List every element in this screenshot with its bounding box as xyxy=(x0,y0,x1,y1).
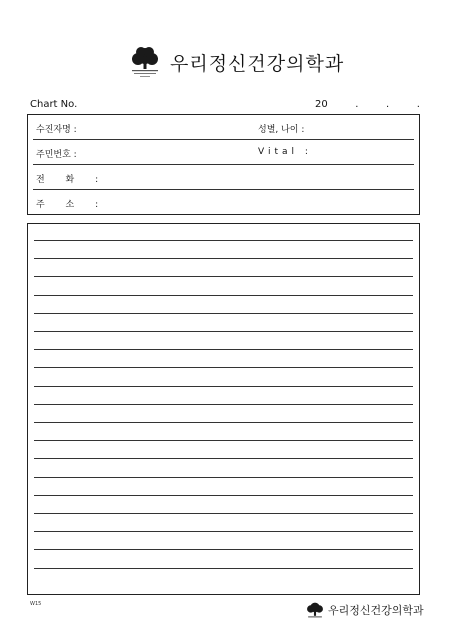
notes-line xyxy=(34,349,413,350)
notes-line xyxy=(34,331,413,332)
notes-line xyxy=(34,531,413,532)
footer-clinic-name: 우리정신건강의학과 xyxy=(328,604,424,617)
notes-line xyxy=(34,477,413,478)
date-separator: . xyxy=(386,99,390,110)
patient-info-box xyxy=(27,114,420,215)
date-prefix: 20 xyxy=(315,99,328,110)
notes-area[interactable] xyxy=(27,223,420,595)
id-number-label: 주민번호 : xyxy=(36,150,77,160)
clinic-name: 우리정신건강의학과 xyxy=(170,52,345,75)
notes-line xyxy=(34,295,413,296)
notes-line xyxy=(34,258,413,259)
notes-line xyxy=(34,440,413,441)
phone-label: 전 화 : xyxy=(36,175,108,185)
date-separator: . xyxy=(416,99,420,110)
clinic-header xyxy=(128,42,344,82)
patient-name-row[interactable] xyxy=(28,115,419,140)
notes-line xyxy=(34,404,413,405)
notes-line xyxy=(34,367,413,368)
notes-line xyxy=(34,495,413,496)
notes-line xyxy=(34,458,413,459)
address-label: 주 소 : xyxy=(36,200,108,210)
notes-line xyxy=(34,422,413,423)
sex-age-label: 성별, 나이 : xyxy=(258,125,305,135)
date-separator: . xyxy=(355,99,359,110)
tree-logo-icon xyxy=(306,601,324,619)
notes-line xyxy=(34,513,413,514)
chart-number-label: Chart No. xyxy=(30,99,78,110)
patient-name-label: 수진자명 : xyxy=(36,125,77,135)
vital-label: Vital : xyxy=(258,147,312,157)
phone-row[interactable] xyxy=(28,165,419,190)
notes-line xyxy=(34,568,413,569)
notes-line xyxy=(34,276,413,277)
notes-line xyxy=(34,313,413,314)
tree-logo-icon xyxy=(128,45,162,79)
notes-line xyxy=(34,549,413,550)
address-row[interactable] xyxy=(28,190,419,215)
notes-line xyxy=(34,386,413,387)
chart-number-row xyxy=(30,99,420,113)
form-code: W15 xyxy=(30,601,42,607)
id-number-row[interactable] xyxy=(28,140,419,165)
notes-line xyxy=(34,240,413,241)
footer-brand xyxy=(306,601,424,619)
date-field[interactable] xyxy=(315,99,420,110)
